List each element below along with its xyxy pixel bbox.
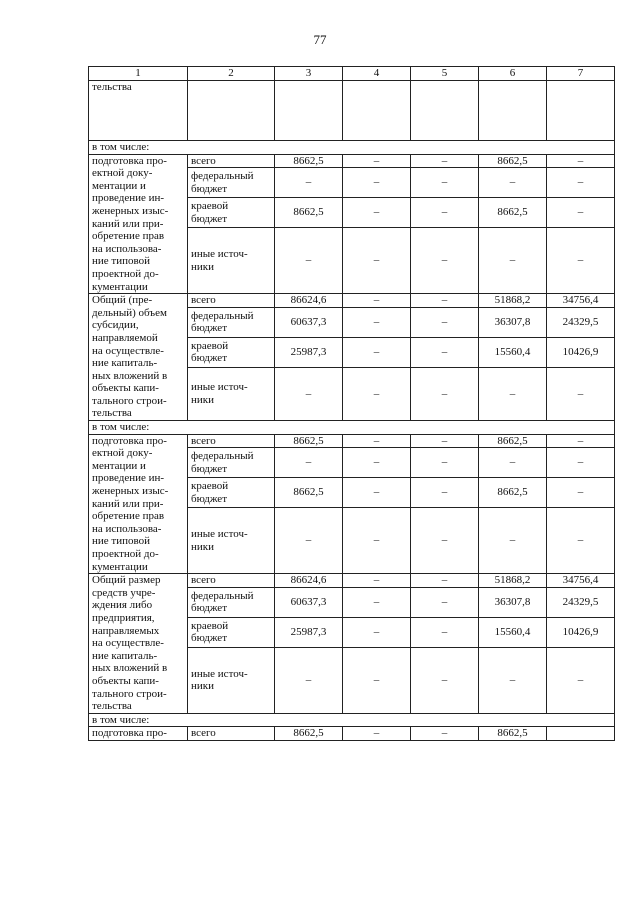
value-cell-c4: – [343,647,411,713]
funding-source: краевой бюджет [188,617,275,647]
value-cell-c7: 34756,4 [547,294,615,308]
value-cell-c4: – [343,168,411,198]
value-cell-c3: 8662,5 [275,727,343,741]
value-cell-c7: 24329,5 [547,307,615,337]
page-number: 77 [313,32,327,47]
header-cell-6: 6 [479,67,547,81]
funding-source: краевой бюджет [188,478,275,508]
value-cell-c7: 24329,5 [547,587,615,617]
funding-source: федеральный бюджет [188,168,275,198]
value-cell-c3: 25987,3 [275,617,343,647]
value-cell-c3: 8662,5 [275,154,343,168]
value-cell-c4: – [343,508,411,574]
value-cell-c3: – [275,508,343,574]
row-label: тельства [89,81,188,141]
table-row [89,727,615,741]
value-cell-c3: 8662,5 [275,434,343,448]
value-cell-c6: – [479,168,547,198]
value-cell-c4: – [343,448,411,478]
value-cell-c6: – [479,228,547,294]
funding-source: иные источ- ники [188,508,275,574]
value-cell-c3: 8662,5 [275,478,343,508]
value-cell-c7: 10426,9 [547,617,615,647]
value-cell-c5: – [411,434,479,448]
header-cell-1: 1 [89,67,188,81]
value-cell-c7: – [547,647,615,713]
empty-cell [343,81,411,141]
funding-source: иные источ- ники [188,367,275,420]
value-cell-c7: – [547,448,615,478]
value-cell-c5: – [411,448,479,478]
funding-source: федеральный бюджет [188,587,275,617]
empty-cell [479,81,547,141]
value-cell-c6: 8662,5 [479,434,547,448]
table-row [89,81,615,141]
value-cell-c5: – [411,337,479,367]
value-cell-c6: 51868,2 [479,294,547,308]
value-cell-c6: 36307,8 [479,587,547,617]
value-cell-c7: – [547,434,615,448]
value-cell-c5: – [411,574,479,588]
value-cell-c7 [547,727,615,741]
value-cell-c7: – [547,154,615,168]
funding-source: федеральный бюджет [188,307,275,337]
section-row [89,141,615,155]
value-cell-c7: 10426,9 [547,337,615,367]
funding-source: всего [188,434,275,448]
value-cell-c6: 8662,5 [479,154,547,168]
value-cell-c3: 86624,6 [275,574,343,588]
table-row [89,434,615,448]
value-cell-c4: – [343,198,411,228]
header-cell-5: 5 [411,67,479,81]
value-cell-c4: – [343,574,411,588]
value-cell-c7: – [547,198,615,228]
funding-source: иные источ- ники [188,647,275,713]
value-cell-c5: – [411,307,479,337]
funding-source: всего [188,727,275,741]
value-cell-c3: 25987,3 [275,337,343,367]
value-cell-c4: – [343,478,411,508]
value-cell-c3: 8662,5 [275,198,343,228]
header-cell-3: 3 [275,67,343,81]
value-cell-c5: – [411,727,479,741]
header-cell-4: 4 [343,67,411,81]
value-cell-c6: 8662,5 [479,727,547,741]
value-cell-c5: – [411,198,479,228]
header-cell-2: 2 [188,67,275,81]
table-row [89,294,615,308]
row-label: подготовка про- [89,727,188,741]
value-cell-c4: – [343,587,411,617]
section-label: в том числе: [89,141,615,155]
value-cell-c6: 15560,4 [479,617,547,647]
table-header-row [89,67,615,81]
row-label: подготовка про- ектной доку- ментации и проведение ин- женерных изыс- каний или при- обретение прав на использова- ние типовой проектной до- кументации [89,434,188,574]
section-row [89,421,615,435]
funding-source: всего [188,574,275,588]
value-cell-c7: – [547,478,615,508]
value-cell-c3: – [275,647,343,713]
value-cell-c5: – [411,367,479,420]
value-cell-c6: 51868,2 [479,574,547,588]
value-cell-c6: – [479,647,547,713]
table-row [89,154,615,168]
value-cell-c6: 36307,8 [479,307,547,337]
value-cell-c4: – [343,434,411,448]
value-cell-c7: – [547,508,615,574]
value-cell-c4: – [343,617,411,647]
section-label: в том числе: [89,713,615,727]
value-cell-c6: 15560,4 [479,337,547,367]
value-cell-c3: – [275,168,343,198]
value-cell-c6: 8662,5 [479,198,547,228]
table-row [89,574,615,588]
empty-cell [411,81,479,141]
value-cell-c4: – [343,154,411,168]
value-cell-c3: – [275,228,343,294]
value-cell-c6: 8662,5 [479,478,547,508]
value-cell-c5: – [411,647,479,713]
funding-source: всего [188,154,275,168]
value-cell-c7: – [547,228,615,294]
value-cell-c5: – [411,168,479,198]
value-cell-c7: – [547,168,615,198]
funding-source: иные источ- ники [188,228,275,294]
value-cell-c3: – [275,367,343,420]
table-body [89,67,615,741]
funding-source: краевой бюджет [188,198,275,228]
empty-cell [188,81,275,141]
value-cell-c5: – [411,617,479,647]
value-cell-c4: – [343,228,411,294]
section-row [89,713,615,727]
funding-source: всего [188,294,275,308]
value-cell-c4: – [343,307,411,337]
empty-cell [275,81,343,141]
value-cell-c5: – [411,508,479,574]
value-cell-c7: 34756,4 [547,574,615,588]
row-label: Общий (пре- дельный) объем субсидии, направляемой на осуществле- ние капиталь- ных вложений в объекты капи- тального строи- тельства [89,294,188,421]
value-cell-c3: 60637,3 [275,587,343,617]
value-cell-c5: – [411,154,479,168]
section-label: в том числе: [89,421,615,435]
value-cell-c5: – [411,478,479,508]
value-cell-c6: – [479,367,547,420]
header-cell-7: 7 [547,67,615,81]
funding-source: краевой бюджет [188,337,275,367]
value-cell-c4: – [343,337,411,367]
value-cell-c5: – [411,294,479,308]
empty-cell [547,81,615,141]
value-cell-c4: – [343,367,411,420]
row-label: Общий размер средств учре- ждения либо предприятия, направляемых на осуществле- ние капиталь- ных вложений в объекты капи- тального строи- тельства [89,574,188,714]
budget-table [88,66,615,741]
funding-source: федеральный бюджет [188,448,275,478]
value-cell-c6: – [479,508,547,574]
row-label: подготовка про- ектной доку- ментации и проведение ин- женерных изыс- каний или при- обретение прав на использова- ние типовой проектной до- кументации [89,154,188,294]
value-cell-c5: – [411,228,479,294]
value-cell-c4: – [343,727,411,741]
value-cell-c7: – [547,367,615,420]
value-cell-c3: – [275,448,343,478]
value-cell-c6: – [479,448,547,478]
value-cell-c4: – [343,294,411,308]
value-cell-c3: 60637,3 [275,307,343,337]
value-cell-c3: 86624,6 [275,294,343,308]
value-cell-c5: – [411,587,479,617]
